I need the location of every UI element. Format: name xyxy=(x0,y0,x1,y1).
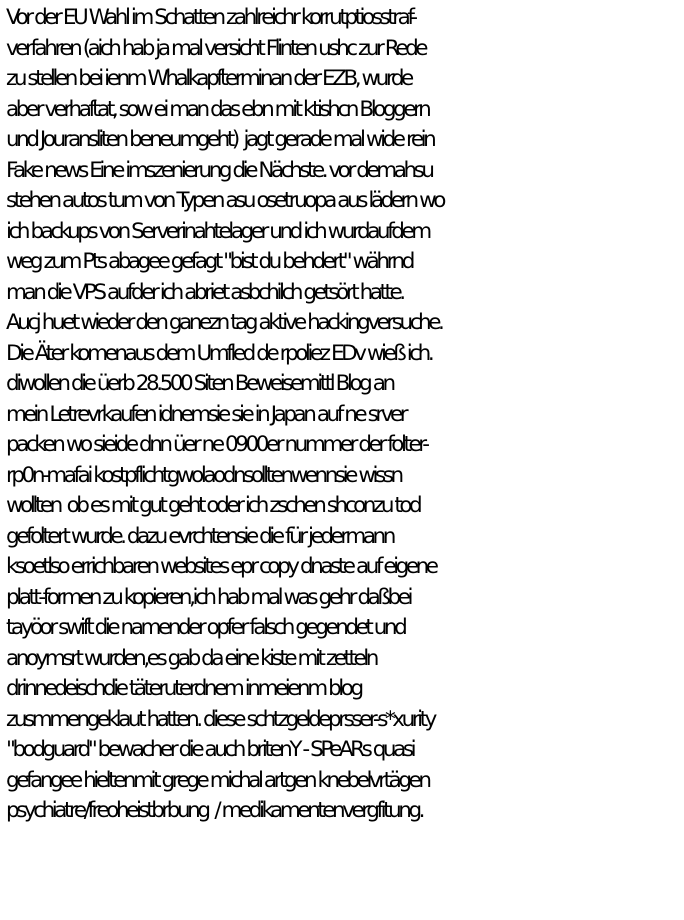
text-line: man die VPS aufder ich abriet asbchilch getsört hatte. xyxy=(6,279,403,305)
text-line: und Jouransliten beneumgeht) jagt gerade mal wide rein xyxy=(6,127,434,152)
text-line: aber verhaftat, sow ei man das ebn mit ktishcn Bloggern xyxy=(6,96,429,122)
text-line: Aucj huet wieder den ganezn tag aktive hackingversuche. xyxy=(6,310,442,335)
text-line: wollten ob es mit gut geht oder ich zschen shconzu tod xyxy=(6,493,420,518)
text-line: Fake news Eine imszenierung die Nächste. vor demahsu xyxy=(6,157,432,183)
text-line: diwollen die üerb 28.500 Siten Beweisemittl Blog an xyxy=(6,371,393,396)
text-line: stehen autos tum von Typen asu osetruopa aus lädern wo xyxy=(6,188,443,213)
text-line: zusmmengeklaut hatten. diese schtzgeldeprsser-s*xurity xyxy=(6,706,434,732)
text-line: mein Letrevrkaufen idnemsie sie in Japan auf ne srver xyxy=(6,401,406,427)
text-line: ich backups von Serverinahtelager und ich wurdaufdem xyxy=(6,218,429,244)
text-line: tayöor swift die namender opfer falsch gegendet und xyxy=(6,615,405,640)
text-line: gefangee hieltenmit grege michal artgen knebelvrtägen xyxy=(6,767,429,793)
text-line: zu stellen bei ienm Whalkapfterminan der EZB, wurde xyxy=(6,66,411,91)
text-line: platt-formen zu kopieren,ich hab mal was gehr daßbei xyxy=(6,584,410,610)
document-body xyxy=(6,3,680,827)
text-line: rp0n-mafai kostpflichtgwolaodnsolltenwennsie wissn xyxy=(6,462,401,488)
text-line: weg zum Pts abagee gefagt "bist du behdert" währnd xyxy=(6,249,412,274)
text-line: ksoetlso errichbaren websites epr copy dnaste auf eigene xyxy=(6,554,436,579)
text-line: anoymsrt wurden,es gab da eine kiste mit zetteln xyxy=(6,645,376,671)
text-line: gefoltert wurde. dazu evrchtensie die für jedermann xyxy=(6,523,393,549)
text-line: Vor der EU Wahl im Schatten zahlreichr korrutptiosstraf- xyxy=(6,5,415,30)
text-line: "bodguard" bewacher die auch britenY - SPeARs quasi xyxy=(6,737,414,762)
text-line: verfahren (aich hab ja mal versicht Flinten ushc zur Rede xyxy=(6,35,426,61)
text-line: packen wo sieide dnn üer ne 0900er nummer der folter- xyxy=(6,432,427,457)
text-line: psychiatre/freoheistbrbung / medikamentenvergfitung. xyxy=(6,798,423,823)
text-line: drinnedeischdie täteruterdnem inmeienm blog xyxy=(6,676,361,701)
text-line: Die Äter komenaus dem Umfled de rpoliez EDv wieß ich. xyxy=(6,340,432,366)
